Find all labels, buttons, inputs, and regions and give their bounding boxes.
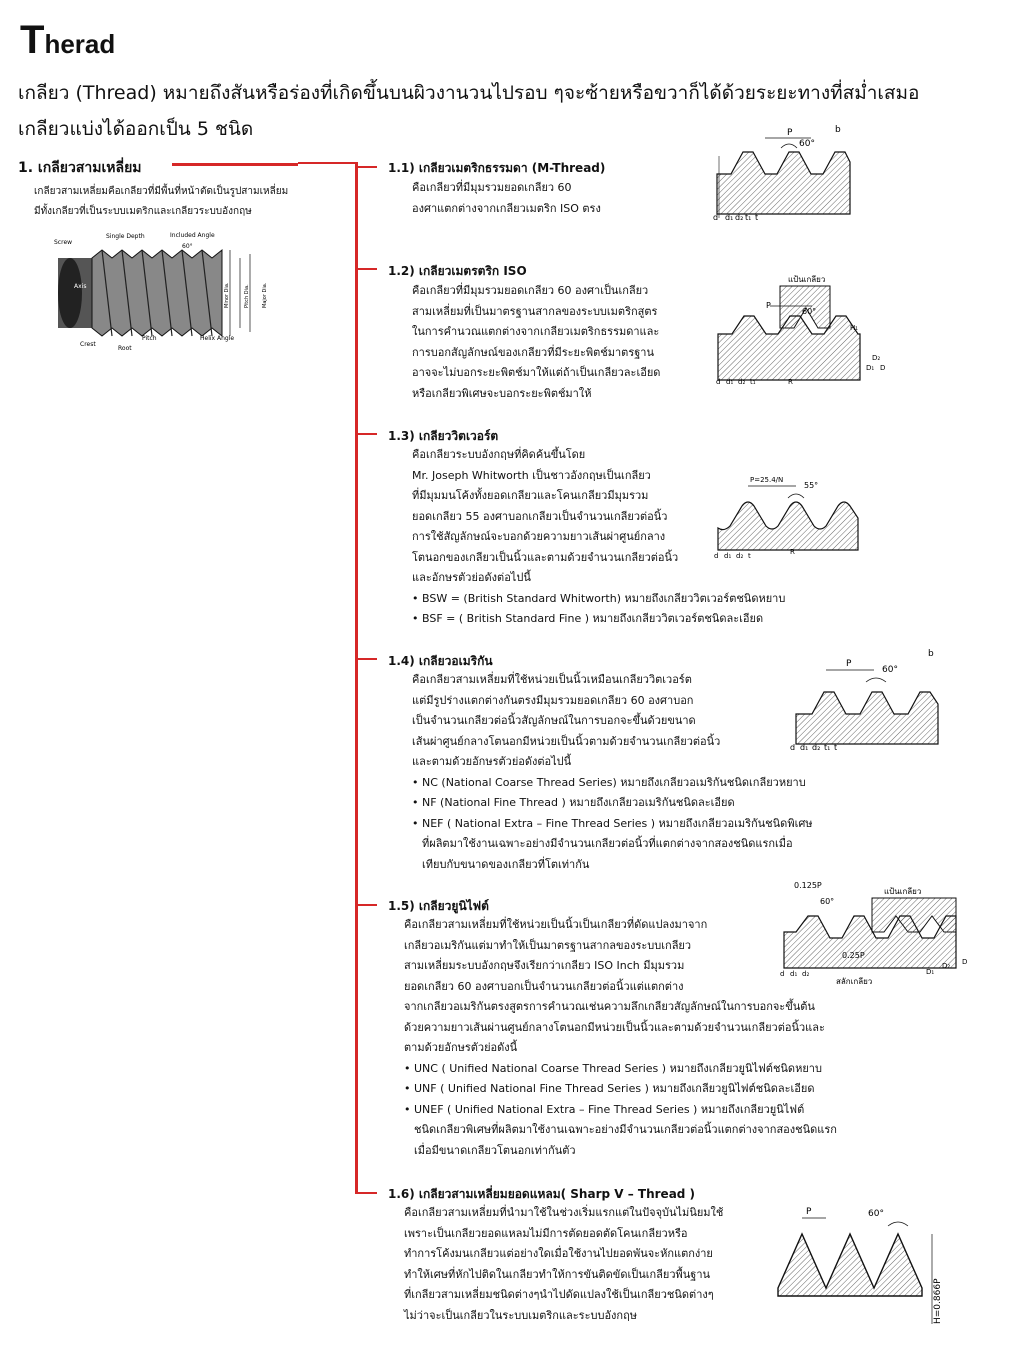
m-fig-label-t: t	[755, 213, 759, 222]
sub-1-5-bullet-3-cont-1: ชนิดเกลียวพิเศษที่ผลิตมาใช้งานเฉพาะอย่างมีจำนวนเกลียวต่อนิ้วแตกต่างจากสองชนิดแรก	[414, 1123, 837, 1136]
sub-1-3-line-6: โตนอกของเกลียวเป็นนิ้วและตามด้วยจำนวนเกลียวต่อนิ้ว	[412, 550, 679, 564]
sv-fig-label-60: 60°	[868, 1209, 884, 1219]
sub-1-4-bullet-3-cont-1: ที่ผลิตมาใช้งานเฉพาะอย่างมีจำนวนเกลียวต่อนิ้วที่แตกต่างจากสองชนิดแรกเมื่อ	[422, 837, 793, 850]
iso-fig-label-d1: d₁	[726, 378, 734, 386]
sub-1-5-bullet-2: • UNF ( Unified National Fine Thread Series ) หมายถึงเกลียวยูนิไฟต์ชนิดละเอียด	[404, 1079, 837, 1100]
iso-thread-figure	[710, 272, 890, 390]
sub-1-2-line-2: สามเหลี่ยมที่เป็นมาตรฐานสากลของระบบเมตริกสูตร	[412, 304, 658, 318]
am-fig-label-t: t	[834, 743, 838, 752]
iso-fig-label-nut: แป้นเกลียว	[788, 275, 826, 284]
am-fig-label-b: b	[928, 649, 934, 659]
sub-1-2-body	[412, 281, 660, 404]
ww-fig-label-d2: d₂	[736, 552, 744, 560]
sub-1-5-heading: 1.5) เกลียวยูนิไฟต์	[388, 899, 489, 913]
am-fig-label-p: P	[846, 659, 852, 669]
sub-1-3-heading: 1.3) เกลียววิตเวอร์ต	[388, 429, 499, 443]
american-thread-figure	[786, 642, 946, 752]
connector-branch-1	[355, 166, 377, 168]
sub-1-1-line-2: องศาแตกต่างจากเกลียวเมตริก ISO ตรง	[412, 201, 601, 215]
sub-1-5-line-4: ยอดเกลียว 60 องศาบอกเป็นจำนวนเกลียวต่อนิ้วแต่แตกต่าง	[404, 979, 684, 993]
ww-fig-label-d: d	[714, 552, 719, 560]
section1-heading: 1. เกลียวสามเหลี่ยม	[18, 160, 142, 176]
un-fig-label-nut: แป้นเกลียว	[884, 887, 922, 896]
iso-fig-label-H1: H₁	[850, 324, 859, 332]
sub-1-3-line-4: ยอดเกลียว 55 องศาบอกเกลียวเป็นจำนวนเกลียวต่อนิ้ว	[412, 509, 668, 523]
sub-1-5-bullet-1: • UNC ( Unified National Coarse Thread Series ) หมายถึงเกลียวยูนิไฟต์ชนิดหยาบ	[404, 1059, 837, 1080]
fig1-label-minor: Minor Dia.	[224, 282, 230, 308]
sub-1-3-bullet-2: • BSF = ( British Standard Fine ) หมายถึงเกลียววิตเวอร์ตชนิดละเอียด	[412, 609, 785, 630]
sub-1-3-line-7: และอักษรตัวย่อดังต่อไปนี้	[412, 571, 531, 584]
fig1-label-crest: Crest	[80, 341, 96, 348]
un-fig-label-d: d	[780, 970, 785, 978]
un-fig-label-D1: D₁	[926, 968, 935, 976]
un-fig-label-025p: 0.25P	[842, 951, 865, 960]
sub-1-2-line-4: การบอกสัญลักษณ์ของเกลียวที่มีระยะพิตช์มาตรฐาน	[412, 345, 654, 359]
sub-1-4-line-3: เป็นจำนวนเกลียวต่อนิ้วสัญลักษณ์ในการบอกจะขึ้นด้วยขนาด	[412, 714, 696, 727]
sub-1-6-line-6: ไม่ว่าจะเป็นเกลียวในระบบเมตริกและระบบอังกฤษ	[404, 1308, 637, 1322]
connector-main	[172, 163, 298, 166]
sub-1-3-line-5: การใช้สัญลักษณ์จะบอกด้วยความยาวเส้นผ่าศูนย์กลาง	[412, 530, 666, 543]
iso-fig-label-r: R	[788, 378, 793, 386]
un-fig-label-bolt: สลักเกลียว	[836, 977, 873, 986]
sub-1-5-bullet-3: • UNEF ( Unified National Extra – Fine Thread Series ) หมายถึงเกลียวยูนิไฟต์	[404, 1100, 837, 1121]
sub-1-6-body	[404, 1203, 723, 1326]
sub-1-1-line-1: คือเกลียวที่มีมุมรวมยอดเกลียว 60	[412, 181, 572, 194]
am-fig-label-d1: d₁	[800, 743, 809, 752]
sub-1-4-line-5: และตามด้วยอักษรตัวย่อดังต่อไปนี้	[412, 755, 572, 768]
sub-1-3-bullet-1: • BSW = (British Standard Whitworth) หมายถึงเกลียววิตเวอร์ตชนิดหยาบ	[412, 589, 785, 610]
connector-branch-2	[355, 268, 377, 270]
sub-1-4-bullet-3: • NEF ( National Extra – Fine Thread Series ) หมายถึงเกลียวอเมริกันชนิดพิเศษ	[412, 814, 813, 835]
sub-1-2-line-5: อาจจะไม่บอกระยะพิตช์มาให้แต่ถ้าเป็นเกลียวละเอียด	[412, 366, 661, 379]
sub-1-5-line-3: สามเหลี่ยมระบบอังกฤษจึงเรียกว่าเกลียว ISO Inch มีมุมรวม	[404, 959, 685, 972]
sub-1-5-line-7: ตามด้วยอักษรตัวย่อดังนี้	[404, 1041, 518, 1054]
section1-desc-line-2: มีทั้งเกลียวที่เป็นระบบเมตริกและเกลียวระบบอังกฤษ	[34, 206, 252, 217]
am-fig-label-t1: t₁	[824, 743, 831, 752]
fig1-label-helix: Helix Angle	[200, 335, 235, 342]
ww-fig-label-t: t	[748, 552, 751, 560]
m-thread-figure	[705, 122, 855, 222]
iso-fig-label-d2: d₂	[738, 378, 746, 386]
screw-thread-figure	[50, 228, 280, 353]
sub-1-6-line-2: เพราะเป็นเกลียวยอดแหลมไม่มีการตัดยอดตัดโคนเกลียวหรือ	[404, 1226, 688, 1240]
iso-fig-label-D: D	[880, 364, 886, 372]
sub-1-5-bullet-3-cont-2: เมื่อมีขนาดเกลียวโตนอกเท่ากันตัว	[414, 1143, 576, 1157]
ww-fig-label-d1: d₁	[724, 552, 732, 560]
connector-branch-6	[355, 1192, 377, 1194]
iso-fig-label-d: d	[716, 378, 721, 386]
connector-branch-5	[355, 904, 377, 906]
iso-fig-label-D2: D₂	[872, 354, 881, 362]
sv-fig-label-p: P	[806, 1207, 812, 1217]
sub-1-3-line-2: Mr. Joseph Whitworth เป็นชาวอังกฤษเป็นเกลียว	[412, 468, 651, 482]
sub-1-6-heading: 1.6) เกลียวสามเหลี่ยมยอดแหลม( Sharp V – Thread )	[388, 1187, 696, 1201]
am-fig-label-d: d	[790, 743, 796, 752]
intro-line-1: เกลียว (Thread) หมายถึงสันหรือร่องที่เกิดขึ้นบนผิวงานวนไปรอบ ๆจะซ้ายหรือขวาก็ได้ด้วยระยะทางที่สม่ำเสมอ	[18, 82, 920, 104]
iso-fig-label-t1: t₁	[750, 378, 756, 386]
sharp-v-figure	[772, 1196, 952, 1328]
sub-1-5-line-6: ด้วยความยาวเส้นผ่านศูนย์กลางโตนอกมีหน่วยเป็นนิ้วและตามด้วยจำนวนเกลียวต่อนิ้วและ	[404, 1020, 825, 1034]
sub-1-5-body	[404, 915, 837, 1161]
sub-1-4-bullet-1: • NC (National Coarse Thread Series) หมายถึงเกลียวอเมริกันชนิดเกลียวหยาบ	[412, 773, 813, 794]
un-fig-label-d1: d₁	[790, 970, 798, 978]
sv-fig-label-h: H=0.866P	[933, 1278, 943, 1324]
title-rest: herad	[44, 29, 116, 59]
iso-fig-label-D1: D₁	[866, 364, 875, 372]
sub-1-2-line-6: หรือเกลียวพิเศษจะบอกระยะพิตช์มาให้	[412, 386, 592, 400]
m-fig-label-d: d	[713, 213, 719, 222]
sub-1-2-line-1: คือเกลียวที่มีมุมรวมยอดเกลียว 60 องศาเป็นเกลียว	[412, 284, 649, 297]
sub-1-4-line-4: เส้นผ่าศูนย์กลางโตนอกมีหน่วยเป็นนิ้วตามด้วยจำนวนเกลียวต่อนิ้ว	[412, 734, 721, 748]
sub-1-4-line-2: แต่มีรูปร่างแตกต่างกันตรงมีมุมรวมยอดเกลียว 60 องศาบอก	[412, 693, 694, 707]
connector-branch-3	[355, 433, 377, 435]
title-initial: T	[20, 18, 45, 62]
sub-1-4-line-1: คือเกลียวสามเหลี่ยมที่ใช้หน่วยเป็นนิ้วเหมือนเกลียววิตเวอร์ต	[412, 673, 692, 686]
sub-1-2-line-3: ในการคำนวณแตกต่างจากเกลียวเมตริกธรรมดาและ	[412, 325, 660, 338]
fig1-label-axis: Axis	[74, 283, 87, 290]
sub-1-1-body	[412, 178, 601, 219]
ww-fig-label-55: 55°	[804, 481, 819, 490]
iso-fig-label-60: 60°	[802, 307, 817, 316]
un-fig-label-D: D	[962, 958, 968, 966]
sub-1-4-heading: 1.4) เกลียวอเมริกัน	[388, 654, 493, 668]
sub-1-4-body	[412, 670, 813, 875]
fig1-label-pitch-dia: Pitch Dia.	[244, 284, 250, 308]
fig1-label-pitch: Pitch	[142, 335, 157, 342]
intro-line-2: เกลียวแบ่งได้ออกเป็น 5 ชนิด	[18, 118, 254, 140]
connector-spine	[355, 162, 358, 1194]
un-fig-label-D2: D₂	[942, 962, 951, 970]
m-fig-label-d1: d₁	[725, 213, 734, 222]
m-fig-label-t1: t₁	[745, 213, 752, 222]
sub-1-6-line-3: ทำการโค้งมนเกลียวแต่อย่างใดเมื่อใช้งานไปยอดพันจะหักแตกง่าย	[404, 1247, 713, 1260]
sub-1-4-bullet-2: • NF (National Fine Thread ) หมายถึงเกลียวอเมริกันชนิดละเอียด	[412, 793, 813, 814]
un-fig-label-d2: d₂	[802, 970, 810, 978]
sub-1-5-line-5: จากเกลียวอเมริกันตรงสูตรการคำนวณเช่นความลึกเกลียวสัญลักษณ์ในการบอกจะขึ้นต้น	[404, 1000, 815, 1013]
m-fig-label-d2: d₂	[735, 213, 744, 222]
m-fig-label-p: P	[787, 128, 793, 138]
unified-thread-figure	[776, 876, 976, 988]
un-fig-label-0125p: 0.125P	[794, 881, 822, 890]
sub-1-1-heading: 1.1) เกลียวเมตริกธรรมดา (M-Thread)	[388, 161, 606, 175]
am-fig-label-d2: d₂	[812, 743, 821, 752]
ww-fig-label-p: P=25.4/N	[750, 476, 784, 484]
ww-fig-label-r: R	[790, 548, 795, 556]
fig1-label-major: Major Dia.	[262, 282, 268, 308]
whitworth-figure	[708, 470, 868, 560]
m-fig-label-60: 60°	[799, 139, 815, 149]
fig1-label-included-angle: Included Angle	[170, 232, 215, 239]
am-fig-label-60: 60°	[882, 665, 898, 675]
section1-desc	[34, 182, 334, 222]
connector-to-spine	[298, 162, 356, 164]
fig1-label-60: 60°	[182, 243, 193, 250]
sub-1-6-line-5: ที่เกลียวสามเหลี่ยมชนิดต่างๆนำไปดัดแปลงใช้เป็นเกลียวชนิดต่างๆ	[404, 1288, 714, 1301]
m-fig-label-b: b	[835, 125, 841, 135]
sub-1-4-bullet-3-cont-2: เทียบกับขนาดของเกลียวที่โตเท่ากัน	[422, 857, 590, 871]
sub-1-5-line-1: คือเกลียวสามเหลี่ยมที่ใช้หน่วยเป็นนิ้วเป็นเกลียวที่ดัดแปลงมาจาก	[404, 918, 708, 931]
sub-1-6-line-1: คือเกลียวสามเหลี่ยมที่นำมาใช้ในช่วงเริ่มแรกแต่ในปัจจุบันไม่นิยมใช้	[404, 1206, 724, 1219]
section1-desc-line-1: เกลียวสามเหลี่ยมคือเกลียวที่มีพื้นที่หน้าตัดเป็นรูปสามเหลี่ยม	[34, 186, 289, 197]
fig1-label-single-depth: Single Depth	[106, 233, 145, 240]
iso-fig-label-p: P	[766, 301, 771, 310]
fig1-label-screw: Screw	[54, 239, 73, 246]
sub-1-2-heading: 1.2) เกลียวเมตรตริก ISO	[388, 264, 527, 278]
sub-1-3-line-1: คือเกลียวระบบอังกฤษที่คิดค้นขึ้นโดย	[412, 448, 586, 461]
sub-1-3-line-3: ที่มีมุมมนโค้งทั้งยอดเกลียวและโคนเกลียวมีมุมรวม	[412, 489, 649, 502]
sub-1-6-line-4: ทำให้เศษที่หักไปติดในเกลียวทำให้การขันติดขัดเป็นเกลียวพื้นฐาน	[404, 1267, 711, 1281]
sub-1-5-line-2: เกลียวอเมริกันแต่มาทำให้เป็นมาตรฐานสากลของระบบเกลียว	[404, 938, 692, 952]
un-fig-label-60: 60°	[820, 897, 835, 906]
page-title	[20, 18, 115, 63]
connector-branch-4	[355, 658, 377, 660]
fig1-label-root: Root	[118, 345, 132, 352]
